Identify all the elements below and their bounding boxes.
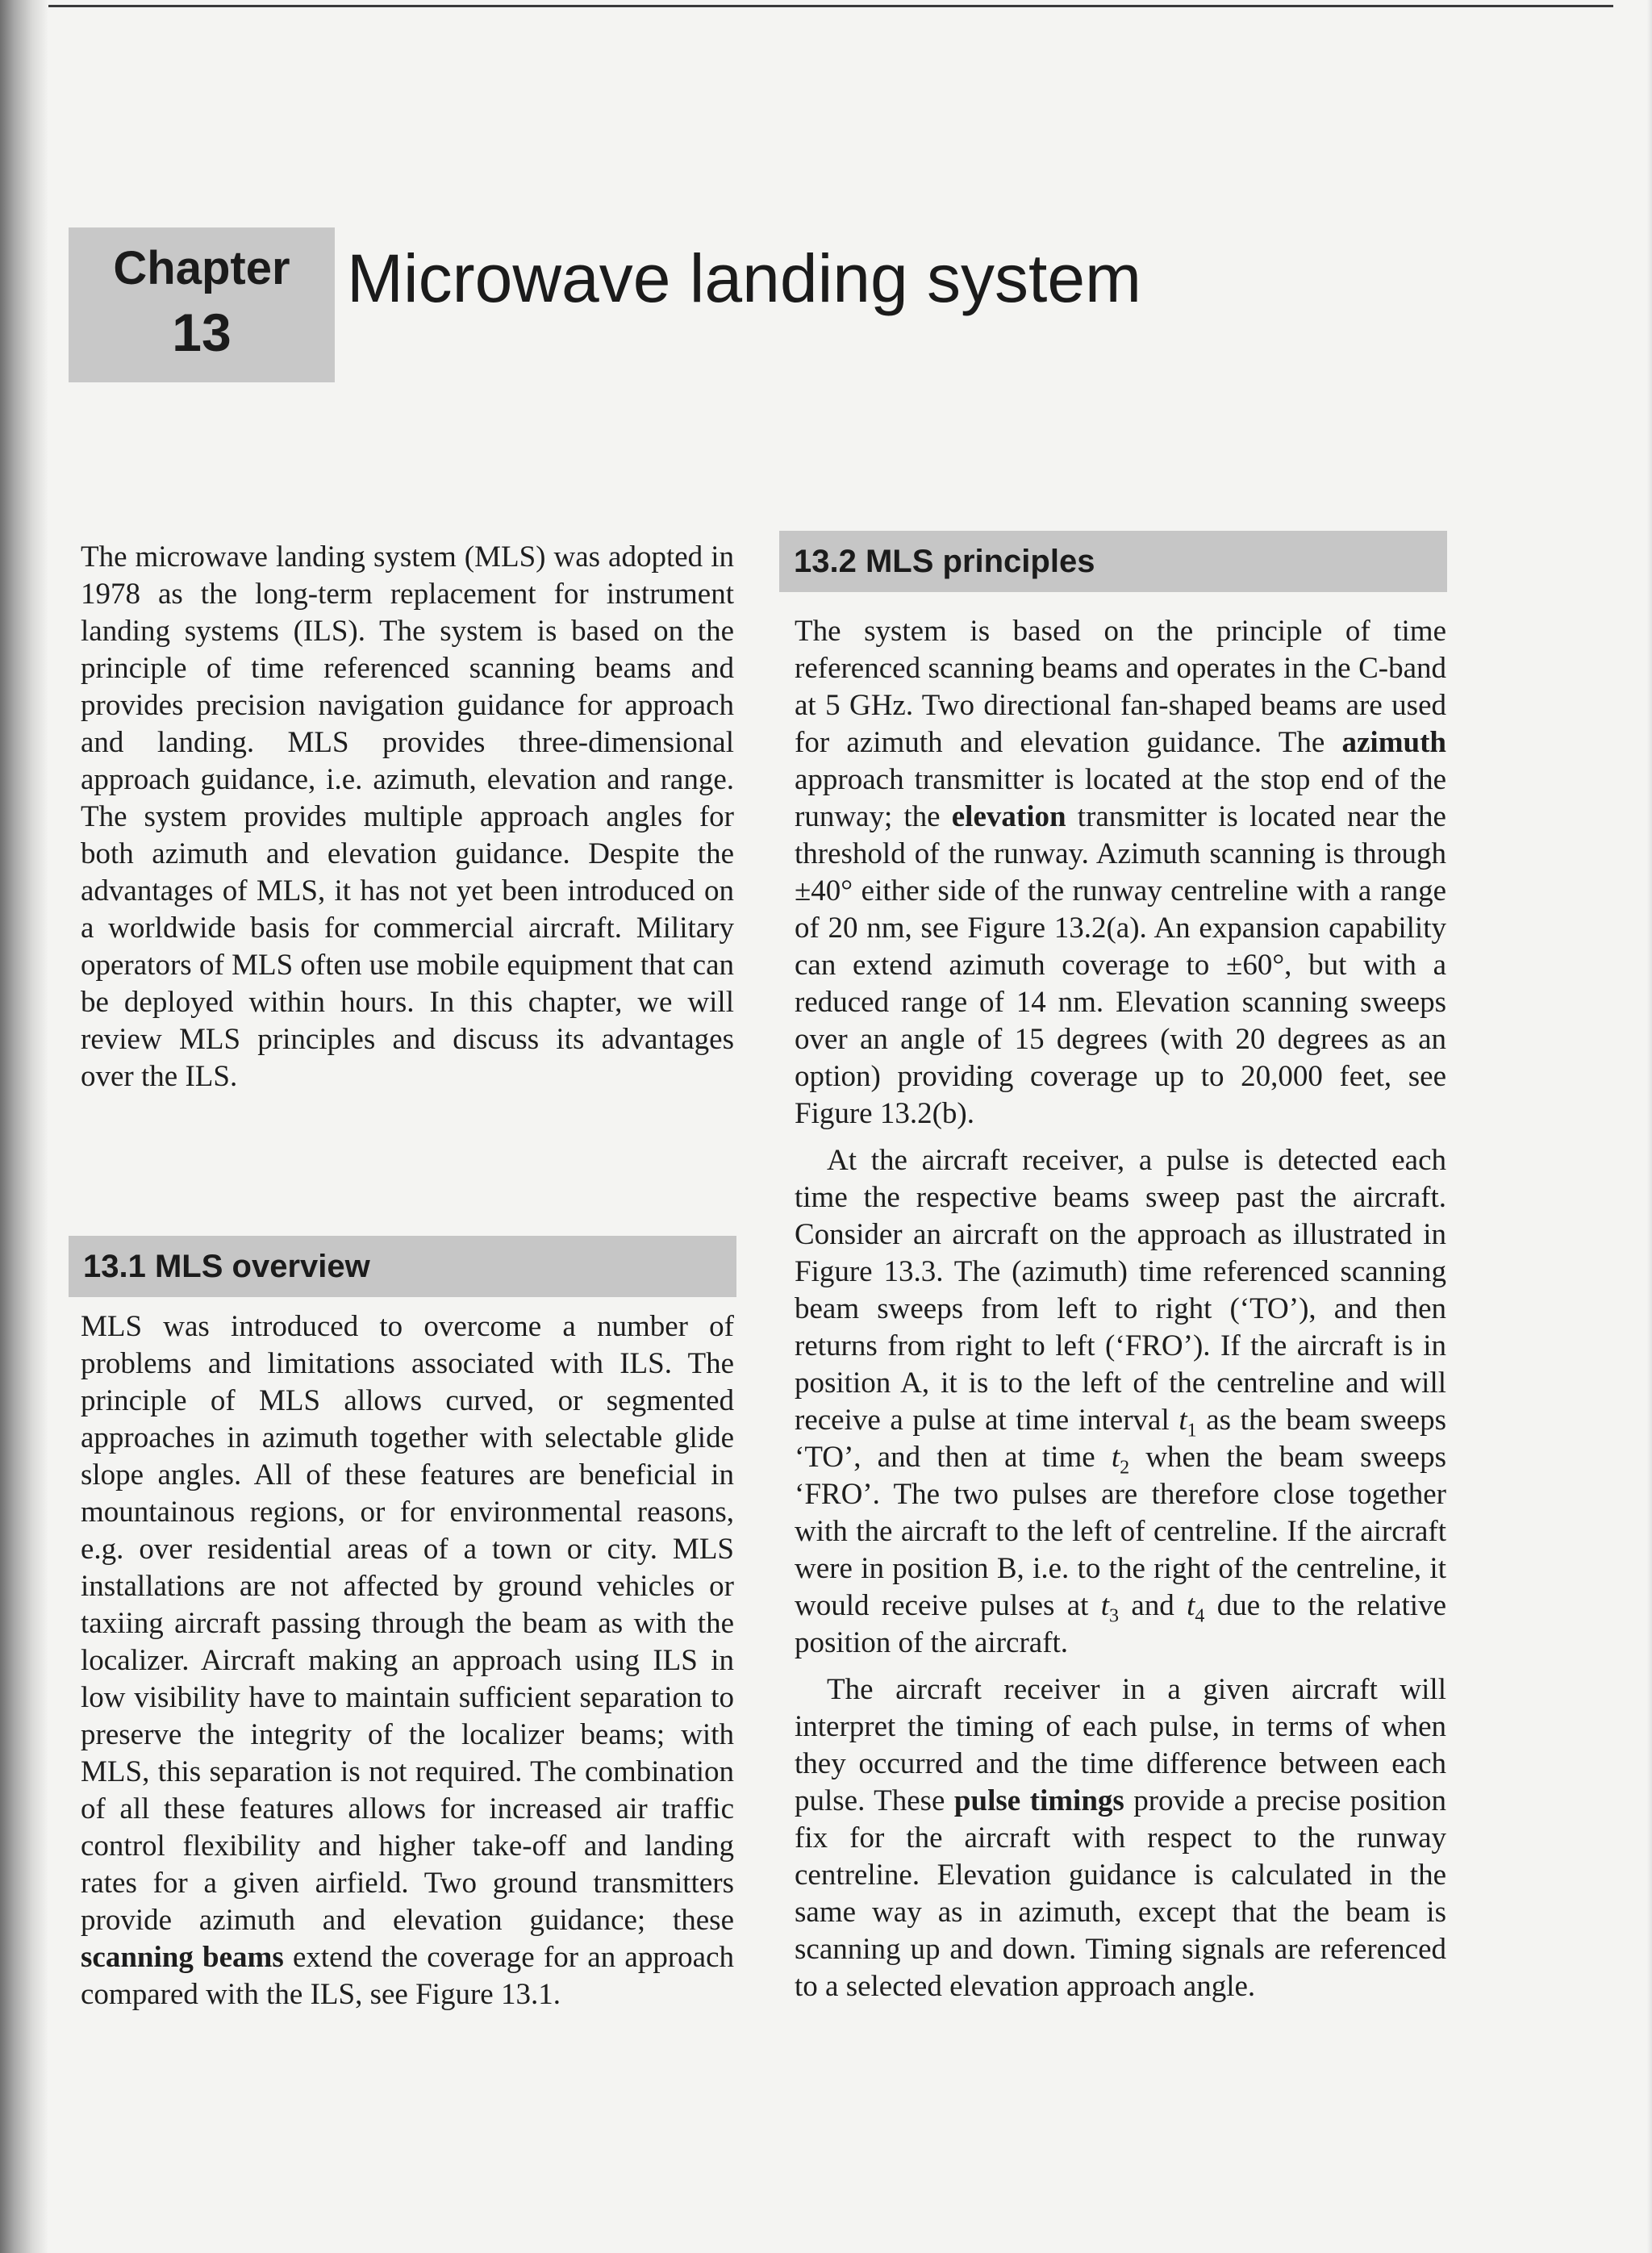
var-t4-sub: 4: [1195, 1605, 1205, 1627]
page-binding-shadow: [0, 0, 48, 2253]
chapter-label-box: [69, 227, 335, 382]
text-run: due to the relative position of the aircraft.: [795, 1589, 1446, 1659]
top-rule: [48, 5, 1613, 7]
page-right-edge: [1647, 0, 1652, 2253]
section-13-2-paragraph-1: [795, 613, 1446, 1133]
var-t4: t: [1187, 1589, 1195, 1622]
bold-term-pulse-timings: pulse timings: [953, 1784, 1124, 1817]
text-run: transmitter is located near the threshold of the runway. Azimuth scanning is through ±40° either side of the runway centreline with a range of 20 nm, see Figure 13.2(a). An expansion capability can extend azimuth coverage to ±60°, but with a reduced range of 14 nm. Elevation scanning sweeps over an angle of 15 degrees (with 20 degrees as an option) providing coverage up to 20,000 feet, see Figure 13.2(b).: [795, 800, 1446, 1130]
text-run: as the beam sweeps ‘TO’, and then at time: [795, 1404, 1446, 1474]
text-run: when the beam sweeps ‘FRO’. The two pulses are therefore close together with the aircraft to the left of centreline. If the aircraft were in position B, i.e. to the right of the centreline, it would receive pulses at: [795, 1441, 1446, 1622]
var-t2-sub: 2: [1120, 1457, 1130, 1479]
chapter-title: Microwave landing system: [347, 240, 1142, 316]
text-run: At the aircraft receiver, a pulse is detected each time the respective beams sweep past the aircraft. Consider an aircraft on the approach as illustrated in Figure 13.3. The (azimuth) time referenced scanning beam sweeps from left to right (‘TO’), and then returns from right to left (‘FRO’). If the aircraft is in position A, it is to the left of the centreline and will receive a pulse at time interval: [795, 1144, 1446, 1437]
bold-term-scanning-beams: scanning beams: [81, 1941, 284, 1974]
var-t3-sub: 3: [1109, 1605, 1120, 1627]
text-run: The system is based on the principle of time referenced scanning beams and operates in the C-band at 5 GHz. Two directional fan-shaped beams are used for azimuth and elevation guidance. The: [795, 615, 1446, 759]
bold-term-elevation: elevation: [951, 800, 1066, 833]
text-run: and: [1119, 1589, 1187, 1622]
text-run: provide a precise position fix for the aircraft with respect to the runway centreline. Elevation guidance is calculated in the same way as in azimuth, except that the beam is scanning up and down. Timing signals are referenced to a selected elevation approach angle.: [795, 1784, 1447, 2003]
section-13-2-paragraph-3: [795, 1671, 1446, 2005]
var-t1-sub: 1: [1187, 1420, 1197, 1442]
section-heading-13-1: 13.1 MLS overview: [69, 1236, 736, 1297]
text-run: MLS was introduced to overcome a number of problems and limitations associated with ILS. The principle of MLS allows curved, or segmented approaches in azimuth together with selectable glide slope angles. All of these features are beneficial in mountainous regions, or for environmental reasons, e.g. over residential areas of a town or city. MLS installations are not affected by ground vehicles or taxiing aircraft passing through the beam as with the localizer. Aircraft making an approach using ILS in low visibility have to maintain sufficient separation to preserve the integrity of the localizer beams; with MLS, this separation is not required. The combination of all these features allows for increased air traffic control flexibility and higher take-off and landing rates for a given airfield. Two ground transmitters provide azimuth and elevation guidance; these: [81, 1310, 734, 1937]
section-13-1-body: [81, 1308, 734, 2013]
var-t1: t: [1179, 1404, 1187, 1437]
var-t2: t: [1111, 1441, 1120, 1474]
section-13-1-paragraph: [81, 1308, 734, 2013]
chapter-number: 13: [172, 302, 232, 362]
intro-paragraph: The microwave landing system (MLS) was adopted in 1978 as the long-term replacement for instrument landing systems (ILS). The system is based on the principle of time referenced scanning beams and provides precision navigation guidance for approach and landing. MLS provides three-dimensional approach guidance, i.e. azimuth, elevation and range. The system provides multiple approach angles for both azimuth and elevation guidance. Despite the advantages of MLS, it has not yet been introduced on a worldwide basis for commercial aircraft. Military operators of MLS often use mobile equipment that can be deployed within hours. In this chapter, we will review MLS principles and discuss its advantages over the ILS.: [81, 540, 734, 1093]
var-t3: t: [1100, 1589, 1110, 1622]
text-run: extend the coverage for an approach compared with the ILS, see Figure 13.1.: [81, 1941, 734, 2011]
bold-term-azimuth: azimuth: [1341, 726, 1446, 759]
text-run: approach transmitter is located at the stop end of the runway; the: [795, 763, 1446, 833]
text-run: The aircraft receiver in a given aircraft will interpret the timing of each pulse, in terms of when they occurred and the time difference between each pulse. These: [795, 1673, 1446, 1817]
section-heading-13-2: 13.2 MLS principles: [779, 531, 1447, 592]
section-13-2-paragraph-2: [795, 1142, 1446, 1662]
chapter-word: Chapter: [113, 242, 290, 294]
intro-column: [81, 539, 734, 1095]
section-13-2-body: [795, 613, 1446, 2005]
